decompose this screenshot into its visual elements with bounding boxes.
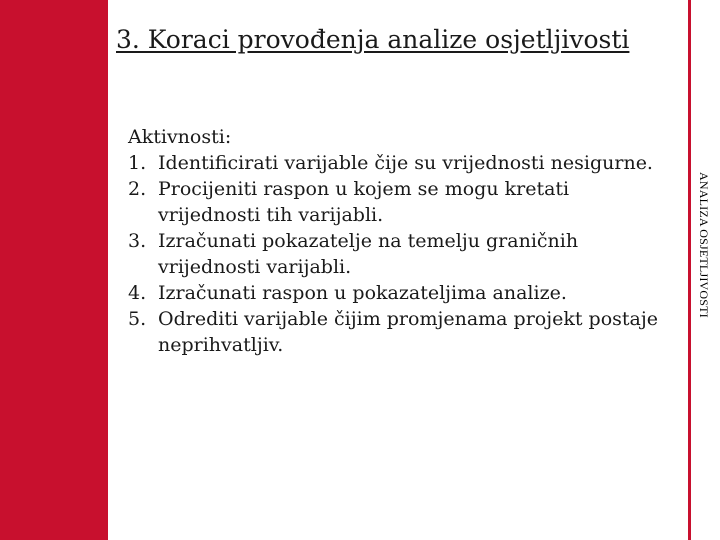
left-accent-bar — [0, 0, 108, 540]
slide-body — [128, 124, 668, 358]
item-text: Identificirati varijable čije su vrijednosti nesigurne. — [158, 152, 653, 174]
list-item — [128, 176, 668, 228]
item-number: 4. — [128, 282, 147, 304]
slide-title: 3. Koraci provođenja analize osjetljivosti — [116, 25, 630, 54]
list-item — [128, 280, 668, 306]
item-number: 1. — [128, 152, 147, 174]
item-number: 3. — [128, 230, 147, 252]
intro-label: Aktivnosti: — [128, 126, 232, 148]
steps-list — [128, 150, 668, 358]
item-number: 5. — [128, 308, 147, 330]
right-accent-line — [688, 0, 691, 540]
item-number: 2. — [128, 178, 147, 200]
item-text: Procijeniti raspon u kojem se mogu kretati vrijednosti tih varijabli. — [158, 178, 570, 226]
list-item — [128, 306, 668, 358]
item-text: Odrediti varijable čijim promjenama projekt postaje neprihvatljiv. — [158, 308, 659, 356]
item-text: Izračunati raspon u pokazateljima analize. — [158, 282, 567, 304]
list-item — [128, 150, 668, 176]
side-label: ANALIZA OSJETLJIVOSTI — [697, 172, 711, 318]
item-text: Izračunati pokazatelje na temelju graničnih vrijednosti varijabli. — [158, 230, 579, 278]
list-item — [128, 228, 668, 280]
